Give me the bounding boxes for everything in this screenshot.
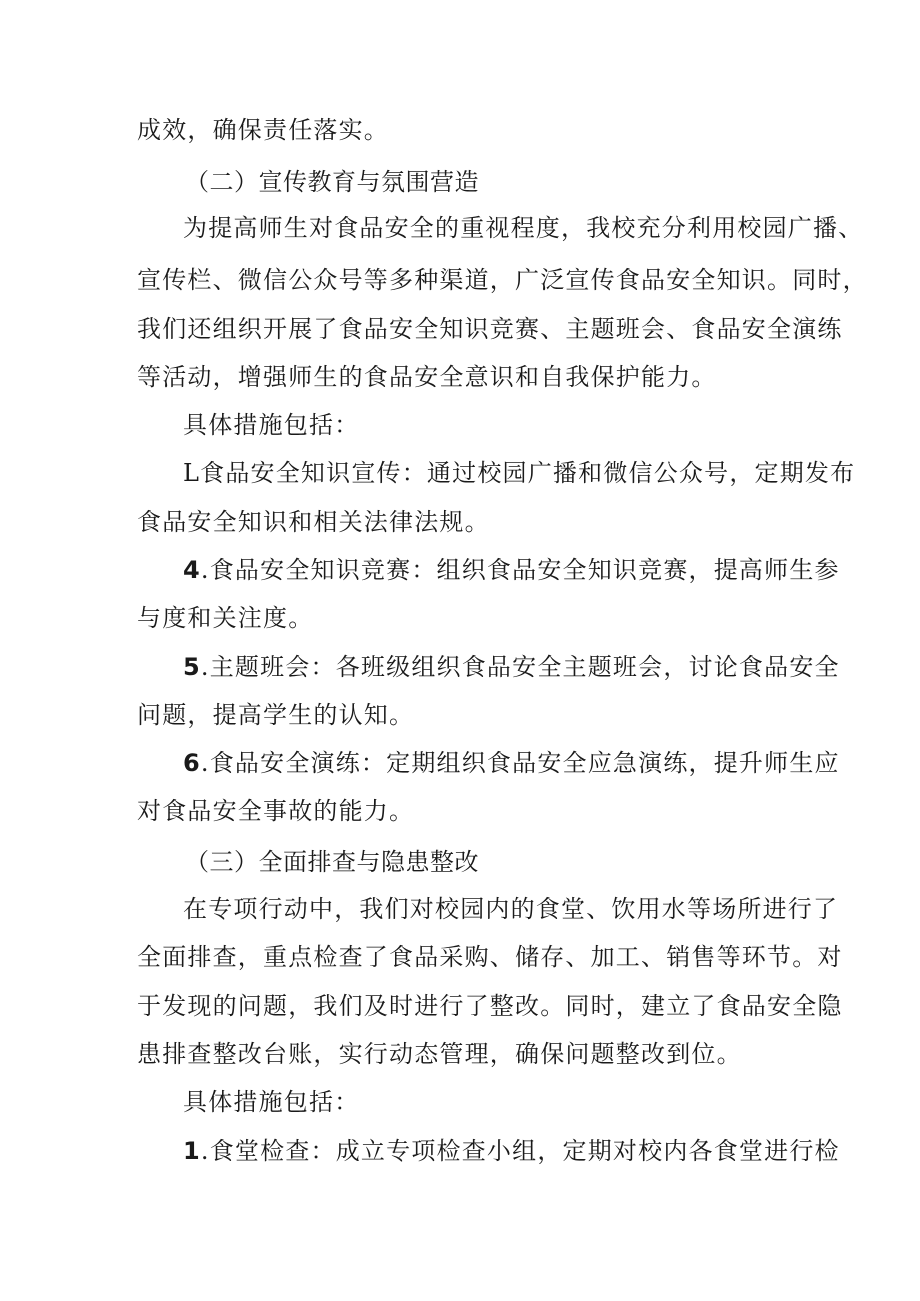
paragraph-line: 宣传栏、微信公众号等多种渠道，广泛宣传食品安全知识。同时， <box>137 266 868 294</box>
paragraph-line: 患排查整改台账，实行动态管理，确保问题整改到位。 <box>137 1040 742 1068</box>
section-heading: （三）全面排查与隐患整改 <box>185 848 479 876</box>
paragraph-line: 具体措施包括： <box>183 1088 360 1116</box>
list-item-line: 食品安全知识和相关法律法规。 <box>137 508 490 536</box>
list-item-line <box>183 554 840 586</box>
list-item-line: 问题，提高学生的认知。 <box>137 701 415 729</box>
paragraph-line: 我们还组织开展了食品安全知识竞赛、主题班会、食品安全演练 <box>137 315 843 343</box>
list-item-number: 5 <box>183 653 201 681</box>
list-item-line <box>183 1135 840 1167</box>
list-item-text: .食堂检查：成立专项检查小组，定期对校内各食堂进行检 <box>200 1137 840 1165</box>
paragraph-line: 具体措施包括： <box>183 411 360 439</box>
list-item-number: 1 <box>183 1137 201 1165</box>
paragraph-line: 于发现的问题，我们及时进行了整改。同时，建立了食品安全隐 <box>137 992 843 1020</box>
list-item-text: .食品安全演练：定期组织食品安全应急演练，提升师生应 <box>200 749 840 777</box>
list-item-line: L食品安全知识宣传：通过校园广播和微信公众号，定期发布 <box>183 459 856 487</box>
list-item-line <box>183 651 840 683</box>
list-item-line: 与度和关注度。 <box>137 604 314 632</box>
list-item-number: 6 <box>183 749 201 777</box>
list-item-line <box>183 747 840 779</box>
paragraph-line: 在专项行动中，我们对校园内的食堂、饮用水等场所进行了 <box>183 895 839 923</box>
list-item-line: 对食品安全事故的能力。 <box>137 797 415 825</box>
list-item-text: .主题班会：各班级组织食品安全主题班会，讨论食品安全 <box>200 653 840 681</box>
paragraph-line: 成效，确保责任落实。 <box>137 116 389 144</box>
paragraph-line: 等活动，增强师生的食品安全意识和自我保护能力。 <box>137 363 717 391</box>
paragraph-line: 全面排查，重点检查了食品采购、储存、加工、销售等环节。对 <box>137 943 843 971</box>
section-heading: （二）宣传教育与氛围营造 <box>185 168 479 196</box>
paragraph-line: 为提高师生对食品安全的重视程度，我校充分利用校园广播、 <box>183 214 864 242</box>
list-item-text: .食品安全知识竞赛：组织食品安全知识竞赛，提高师生参 <box>200 556 840 584</box>
list-item-number: 4 <box>183 556 201 584</box>
